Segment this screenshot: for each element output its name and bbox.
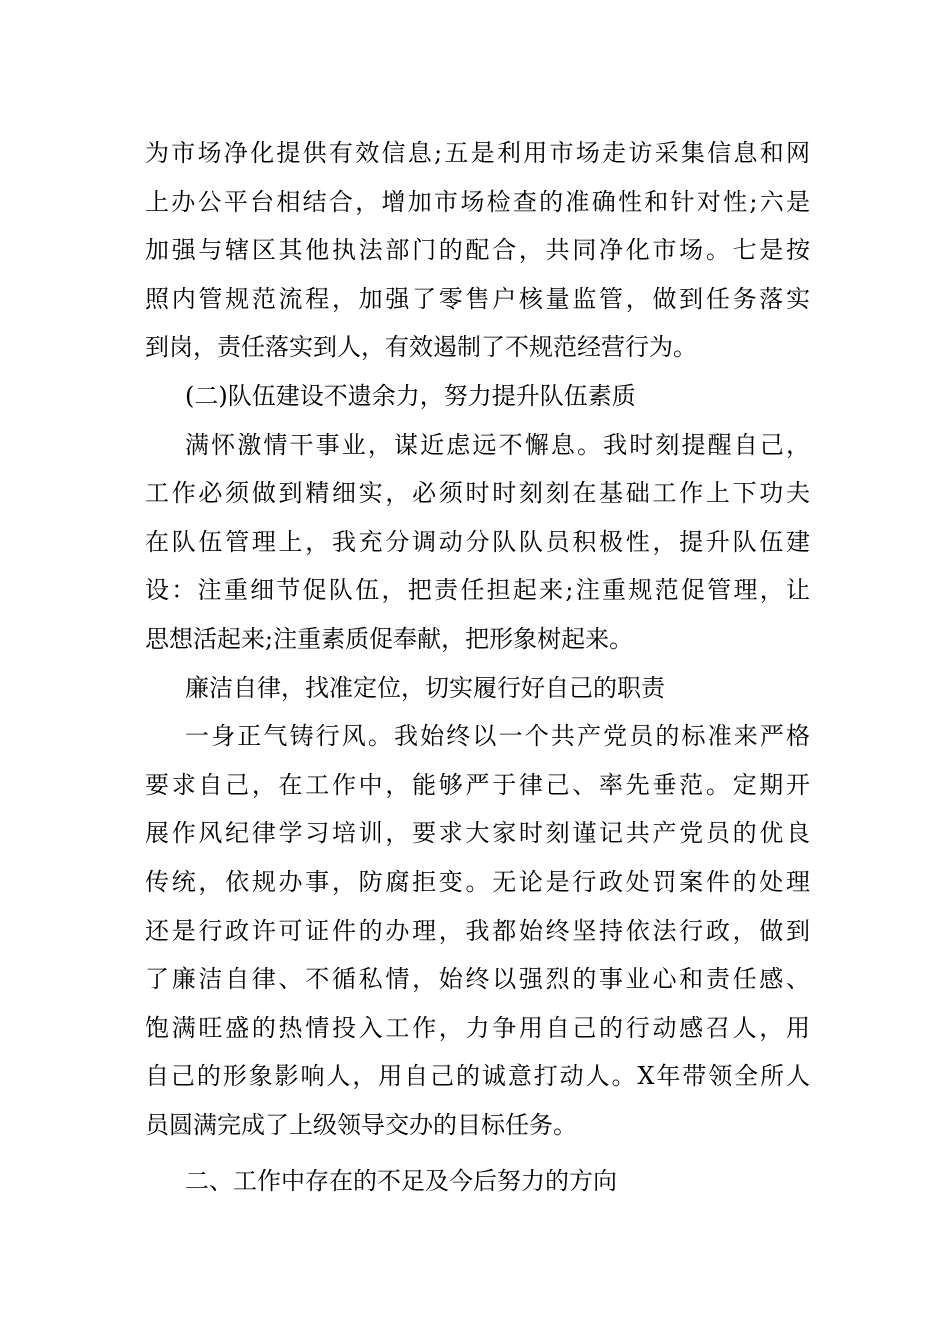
spacer (145, 1149, 810, 1157)
text-line: 展作风纪律学习培训，要求大家时刻谨记共产党员的优良 (145, 819, 810, 848)
text-line: 上办公平台相结合，增加市场检查的准确性和针对性;六是 (145, 187, 810, 216)
text-line: 一身正气铸行风。我始终以一个共产党员的标准来严格 (185, 722, 810, 751)
text-line: 传统，依规办事，防腐拒变。无论是行政处罚案件的处理 (145, 867, 810, 896)
text-line: 满怀激情干事业，谋近虑远不懈息。我时刻提醒自己， (185, 430, 810, 459)
text-line: 要求自己，在工作中，能够严于律己、率先垂范。定期开 (145, 770, 810, 799)
text-line: 饱满旺盛的热情投入工作，力争用自己的行动感召人，用 (145, 1013, 810, 1042)
text-line: 员圆满完成了上级领导交办的目标任务。 (145, 1110, 577, 1139)
section-heading: (二)队伍建设不遗余力，努力提升队伍素质 (185, 381, 636, 410)
text-line: 在队伍管理上，我充分调动分队队员积极性，提升队伍建 (145, 527, 810, 556)
document-body (145, 129, 810, 1206)
text-line: 为市场净化提供有效信息;五是利用市场走访采集信息和网 (145, 139, 810, 167)
text-line: 到岗，责任落实到人，有效遏制了不规范经营行为。 (145, 333, 697, 362)
text-line: 照内管规范流程，加强了零售户核量监管，做到任务落实 (145, 284, 810, 313)
text-line: 自己的形象影响人，用自己的诚意打动人。X年带领全所人 (145, 1062, 810, 1091)
text-line: 工作必须做到精细实，必须时时刻刻在基础工作上下功夫 (145, 479, 810, 508)
text-line: 还是行政许可证件的办理，我都始终坚持依法行政，做到 (145, 916, 810, 945)
text-line: 思想活起来;注重素质促奉献，把形象树起来。 (145, 624, 634, 653)
section-heading: 廉洁自律，找准定位，切实履行好自己的职责 (185, 673, 665, 702)
text-line: 了廉洁自律、不循私情，始终以强烈的事业心和责任感、 (145, 965, 810, 994)
section-heading: 二、工作中存在的不足及今后努力的方向 (185, 1167, 617, 1196)
text-line: 加强与辖区其他执法部门的配合，共同净化市场。七是按 (145, 236, 810, 265)
text-line: 设：注重细节促队伍，把责任担起来;注重规范促管理，让 (145, 576, 810, 605)
